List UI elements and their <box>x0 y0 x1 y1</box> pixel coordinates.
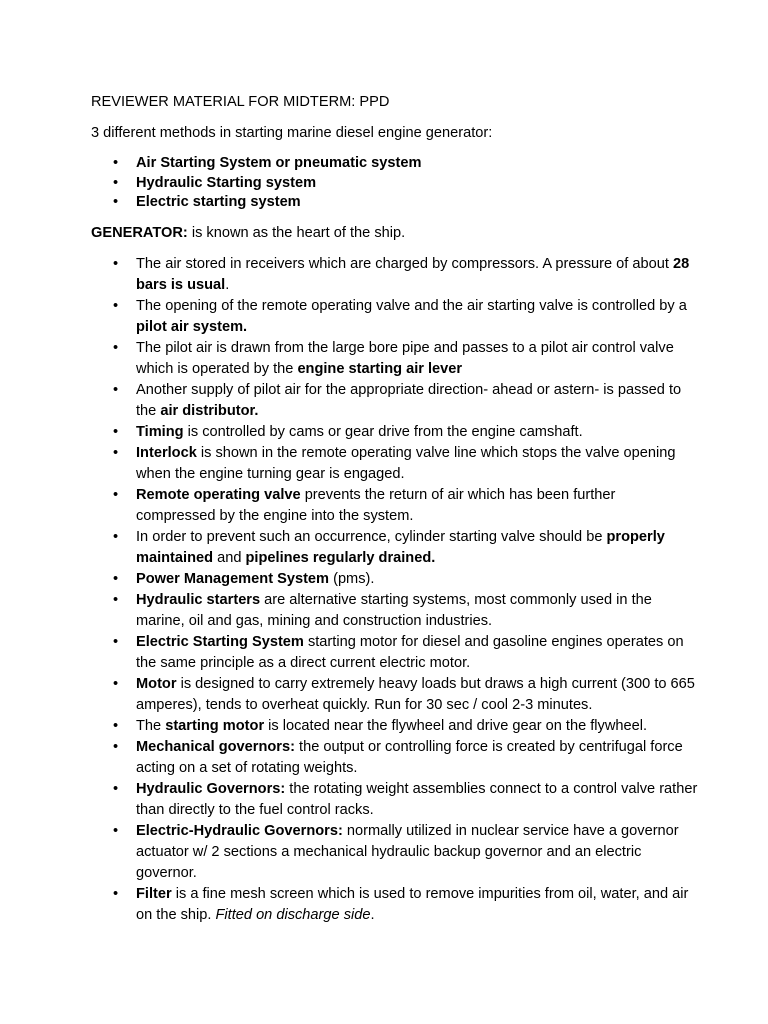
list-item-text: starting motor for diesel and gasoline engines operates on the same principle as a direct current electric motor. <box>136 633 684 671</box>
list-item-text: Electric-Hydraulic Governors: <box>136 822 343 839</box>
list-item <box>91 485 698 527</box>
list-item-text: Mechanical governors: <box>136 738 295 755</box>
list-item-text: The air stored in receivers which are charged by compressors. A pressure of about <box>136 255 673 272</box>
list-item-text: is controlled by cams or gear drive from the engine camshaft. <box>183 423 583 440</box>
list-item <box>91 380 698 422</box>
list-item-text: 28 bars is usual <box>136 255 690 293</box>
list-item <box>91 254 698 296</box>
list-item-text: Hydraulic Governors: <box>136 780 286 797</box>
list-item: • Hydraulic Starting system <box>91 174 698 194</box>
list-item <box>91 296 698 338</box>
list-item <box>91 779 698 821</box>
list-item <box>91 821 698 884</box>
list-item-text: The <box>136 717 166 734</box>
generator-label: GENERATOR: <box>91 224 188 241</box>
list-item-text: In order to prevent such an occurrence, cylinder starting valve should be <box>136 528 607 545</box>
list-item-text: Fitted on discharge side <box>215 906 371 923</box>
list-item <box>91 884 698 926</box>
list-item-text: Timing <box>136 423 184 440</box>
list-item-text: Hydraulic starters <box>136 591 261 608</box>
list-item <box>91 590 698 632</box>
list-item <box>91 422 698 443</box>
list-item <box>91 716 698 737</box>
notes-list <box>91 254 698 926</box>
document-title: REVIEWER MATERIAL FOR MIDTERM: PPD <box>91 94 390 110</box>
list-item-text: . <box>370 906 375 923</box>
list-item <box>91 527 698 569</box>
list-item <box>91 338 698 380</box>
list-item <box>91 569 698 590</box>
list-item-text: air distributor. <box>160 402 259 419</box>
list-item-text: is shown in the remote operating valve line which stops the valve opening when the engine turning gear is engaged. <box>136 444 676 482</box>
list-item-text: Filter <box>136 885 172 902</box>
list-item-text: engine starting air lever <box>297 360 463 377</box>
list-item: • Air Starting System or pneumatic system <box>91 154 698 174</box>
list-item <box>91 674 698 716</box>
generator-definition <box>91 223 698 244</box>
list-item-text: Another supply of pilot air for the appropriate direction- ahead or astern- is passed to the <box>136 381 682 419</box>
list-item-text: are alternative starting systems, most commonly used in the marine, oil and gas, mining and construction industries. <box>136 591 652 629</box>
list-item: • Electric starting system <box>91 193 698 213</box>
list-item-text: prevents the return of air which has been further compressed by the engine into the system. <box>136 486 616 524</box>
list-item-text: Interlock <box>136 444 197 461</box>
list-item-text: is a fine mesh screen which is used to remove impurities from oil, water, and air on the ship. <box>136 885 689 923</box>
list-item-text: pilot air system. <box>136 318 248 335</box>
list-item-text: The opening of the remote operating valve and the air starting valve is controlled by a <box>136 297 687 314</box>
list-item-text: the output or controlling force is created by centrifugal force acting on a set of rotating weights. <box>136 738 683 776</box>
list-item-text: (pms). <box>329 570 375 587</box>
list-item-text: Power Management System <box>136 570 330 587</box>
list-item-text: is designed to carry extremely heavy loads but draws a high current (300 to 665 amperes), tends to overheat quickly. Run for 30 sec / cool 2-3 minutes. <box>136 675 695 713</box>
list-item <box>91 737 698 779</box>
list-item-text: is located near the flywheel and drive gear on the flywheel. <box>264 717 648 734</box>
list-item-text: the rotating weight assemblies connect to a control valve rather than directly to the fuel control racks. <box>136 780 698 818</box>
list-item-text: properly maintained <box>136 528 665 566</box>
list-item <box>91 632 698 674</box>
list-item-text: starting motor <box>165 717 265 734</box>
list-item-text: pipelines regularly drained. <box>245 549 436 566</box>
list-item-text: . <box>225 276 230 293</box>
starting-methods-list <box>91 154 698 213</box>
list-item-text: The pilot air is drawn from the large bore pipe and passes to a pilot air control valve which is operated by the <box>136 339 674 377</box>
list-item-text: and <box>213 549 246 566</box>
list-item-text: Motor <box>136 675 177 692</box>
list-item <box>91 443 698 485</box>
list-item-text: Electric Starting System <box>136 633 304 650</box>
generator-text: is known as the heart of the ship. <box>187 224 406 241</box>
list-item-text: Remote operating valve <box>136 486 301 503</box>
intro-text: 3 different methods in starting marine diesel engine generator: <box>91 125 493 141</box>
list-item-text: normally utilized in nuclear service have a governor actuator w/ 2 sections a mechanical hydraulic backup governor and an electric governor. <box>136 822 679 881</box>
